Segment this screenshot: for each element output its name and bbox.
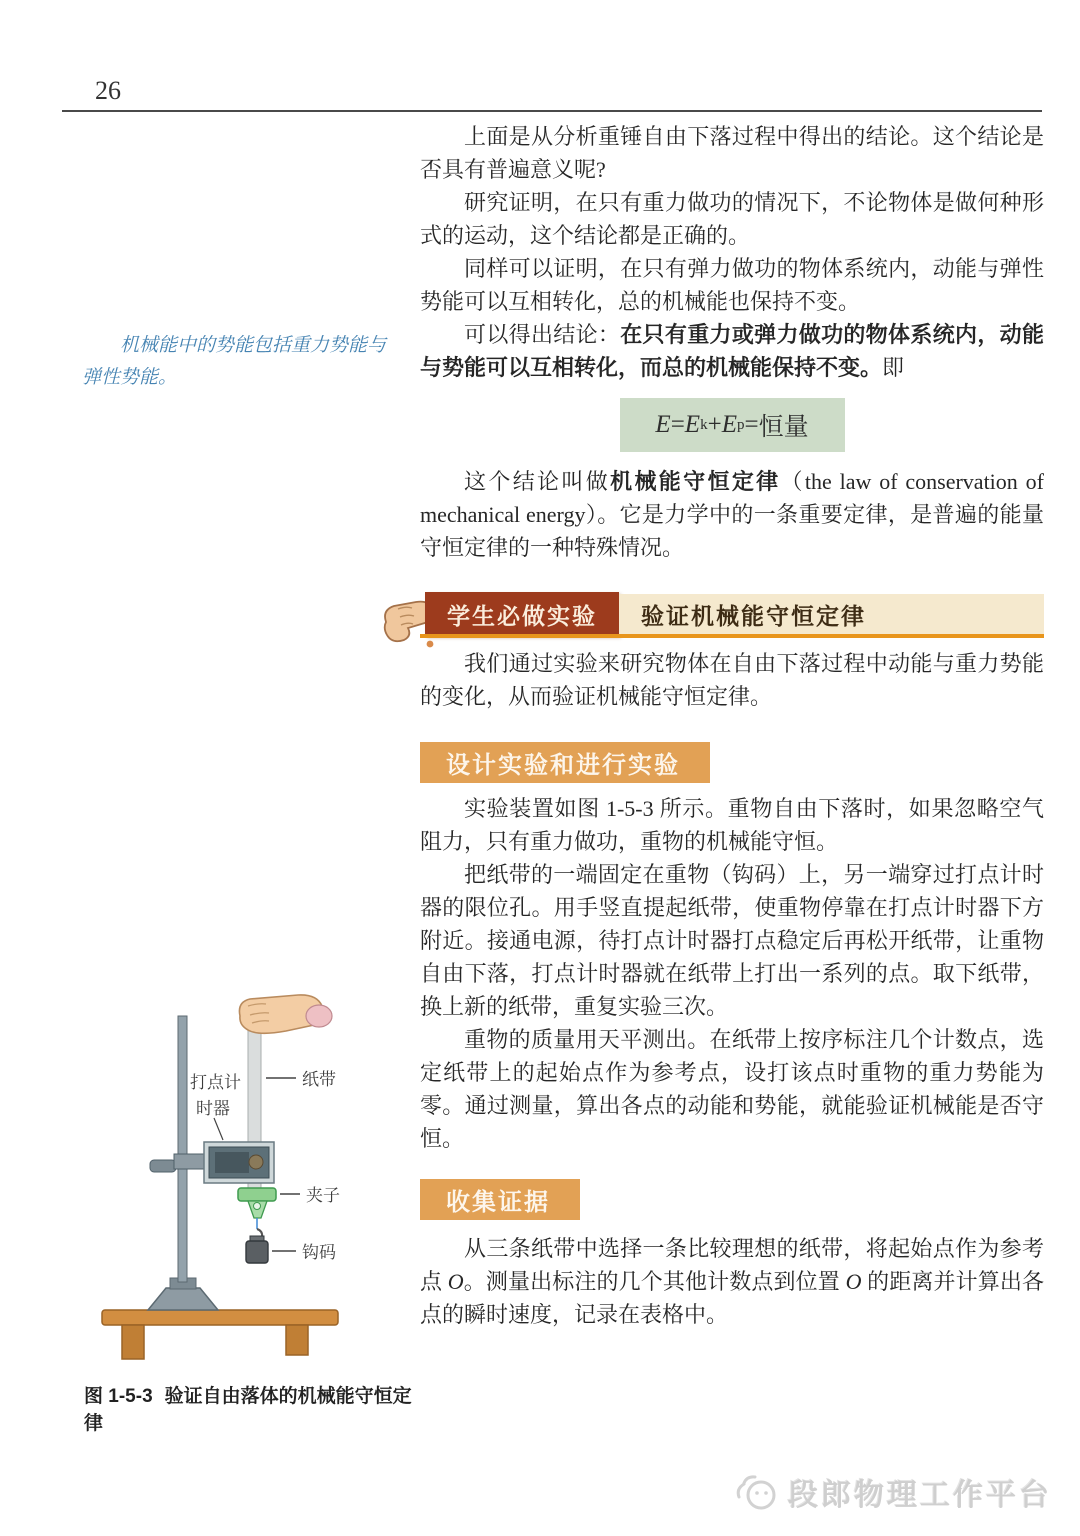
margin-note: 机械能中的势能包括重力势能与弹性势能。: [82, 335, 387, 388]
formula-constant: 恒量: [758, 414, 809, 441]
experiment-title: 验证机械能守恒定律: [619, 594, 1044, 634]
formula-E: E: [655, 411, 671, 438]
formula-eq2: =: [744, 411, 759, 438]
watermark-logo-icon: [734, 1471, 780, 1513]
collect-seg1: 从三条纸带中选择一条比较理想的纸带，将起始点作为参考点: [420, 1236, 1044, 1294]
paragraph-law: [420, 465, 1044, 564]
paragraph-experiment-intro: 我们通过实验来研究物体在自由下落过程中动能与重力势能的变化，从而验证机械能守恒定律。: [420, 651, 1044, 709]
stand-pole: [178, 1016, 187, 1282]
paragraph-intro-2: 研究证明，在只有重力做功的情况下，不论物体是做何种形式的运动，这个结论都是正确的。: [420, 190, 1044, 248]
timer-callout-line: [214, 1118, 223, 1140]
paragraph-design-1: 实验装置如图 1-5-3 所示。重物自由下落时，如果忽略空气阻力，只有重力做功，重物的机械能守恒。: [420, 796, 1044, 854]
formula-sub-p: p: [736, 416, 745, 433]
watermark-text: 段郎物理工作平台: [788, 1479, 1052, 1512]
paragraph-intro-3: 同样可以证明，在只有弹力做功的物体系统内，动能与弹性势能可以互相转化，总的机械能也保持不变。: [420, 256, 1044, 314]
formula-sub-k: k: [700, 416, 708, 433]
conclusion-lead: 可以得出结论：: [464, 322, 621, 347]
paragraph-design-3: 重物的质量用天平测出。在纸带上按序标注几个计数点，选定纸带上的起始点作为参考点，设打该点时重物的重力势能为零。通过测量，算出各点的动能和势能，就能验证机械能是否守恒。: [420, 1027, 1044, 1151]
law-name-bold: 机械能守恒定律: [610, 469, 781, 494]
footer-watermark: [734, 1470, 1052, 1514]
section-head-design: 设计实验和进行实验: [420, 742, 710, 783]
label-timer-line2: 时器: [196, 1099, 230, 1118]
hand-cuff: [306, 1005, 332, 1027]
experiment-rule: [420, 634, 1044, 638]
header-rule: [62, 110, 1042, 112]
page-number: 26: [95, 76, 121, 105]
collect-seg3: 的距离并计算出各点的瞬时速度，记录在表格中。: [420, 1269, 1044, 1327]
clamp-knob: [150, 1160, 176, 1172]
collect-point-O-2: O: [845, 1269, 862, 1294]
paragraph-intro-1: 上面是从分析重锤自由下落过程中得出的结论。这个结论是否具有普遍意义呢?: [420, 124, 1044, 182]
figure-caption: [84, 1383, 414, 1437]
conclusion-tail: 即: [882, 355, 905, 380]
collect-seg2: 。测量出标注的几个其他计数点到位置: [463, 1269, 846, 1294]
section-head-collect: 收集证据: [420, 1179, 580, 1220]
label-tape: 纸带: [302, 1070, 336, 1089]
table-leg-left: [122, 1325, 144, 1359]
conclusion-bold-statement: 在只有重力或弹力做功的物体系统内，动能与势能可以互相转化，而总的机械能保持不变。: [420, 322, 1044, 380]
main-text-column: [420, 120, 1044, 1331]
hook-weight: [246, 1241, 268, 1263]
formula-box: [620, 398, 845, 452]
table-leg-right: [286, 1325, 308, 1355]
green-clamp-bar: [238, 1188, 276, 1201]
apparatus-figure: [90, 992, 402, 1360]
formula-eq1: =: [670, 411, 685, 438]
experiment-tag: 学生必做实验: [425, 592, 619, 636]
law-lead: 这个结论叫做: [464, 469, 611, 494]
timer-spool: [249, 1155, 263, 1169]
formula-Ep: E: [721, 411, 737, 438]
stand-base: [148, 1288, 218, 1310]
paragraph-design-2: 把纸带的一端固定在重物（钩码）上，另一端穿过打点计时器的限位孔。用手竖直提起纸带，使重物停靠在打点计时器下方附近。接通电源，待打点计时器打点稳定后再松开纸带，让重物自由下落，打点计时器就在纸带上打出一系列的点。取下纸带，换上新的纸带，重复实验三次。: [420, 862, 1044, 1019]
formula-plus: +: [707, 411, 722, 438]
collect-point-O-1: O: [447, 1269, 464, 1294]
green-clamp-screw: [254, 1203, 261, 1210]
table-top: [102, 1310, 338, 1325]
label-clamp: 夹子: [306, 1186, 340, 1205]
timer-window: [215, 1152, 249, 1173]
paragraph-conclusion: [420, 318, 1044, 384]
figure-caption-number: 图 1-5-3: [84, 1386, 153, 1407]
figure-caption-text: 验证自由落体的机械能守恒定律: [84, 1386, 412, 1434]
label-timer-line1: 打点计: [190, 1073, 241, 1092]
law-tail: （the law of conservation of mechanical energy）。它是力学中的一条重要定律，是普遍的能量守恒定律的一种特殊情况。: [420, 469, 1044, 560]
formula-Ek: E: [684, 411, 701, 438]
paragraph-collect: [420, 1232, 1044, 1331]
experiment-banner: [420, 592, 1044, 639]
label-weight: 钩码: [302, 1243, 336, 1262]
